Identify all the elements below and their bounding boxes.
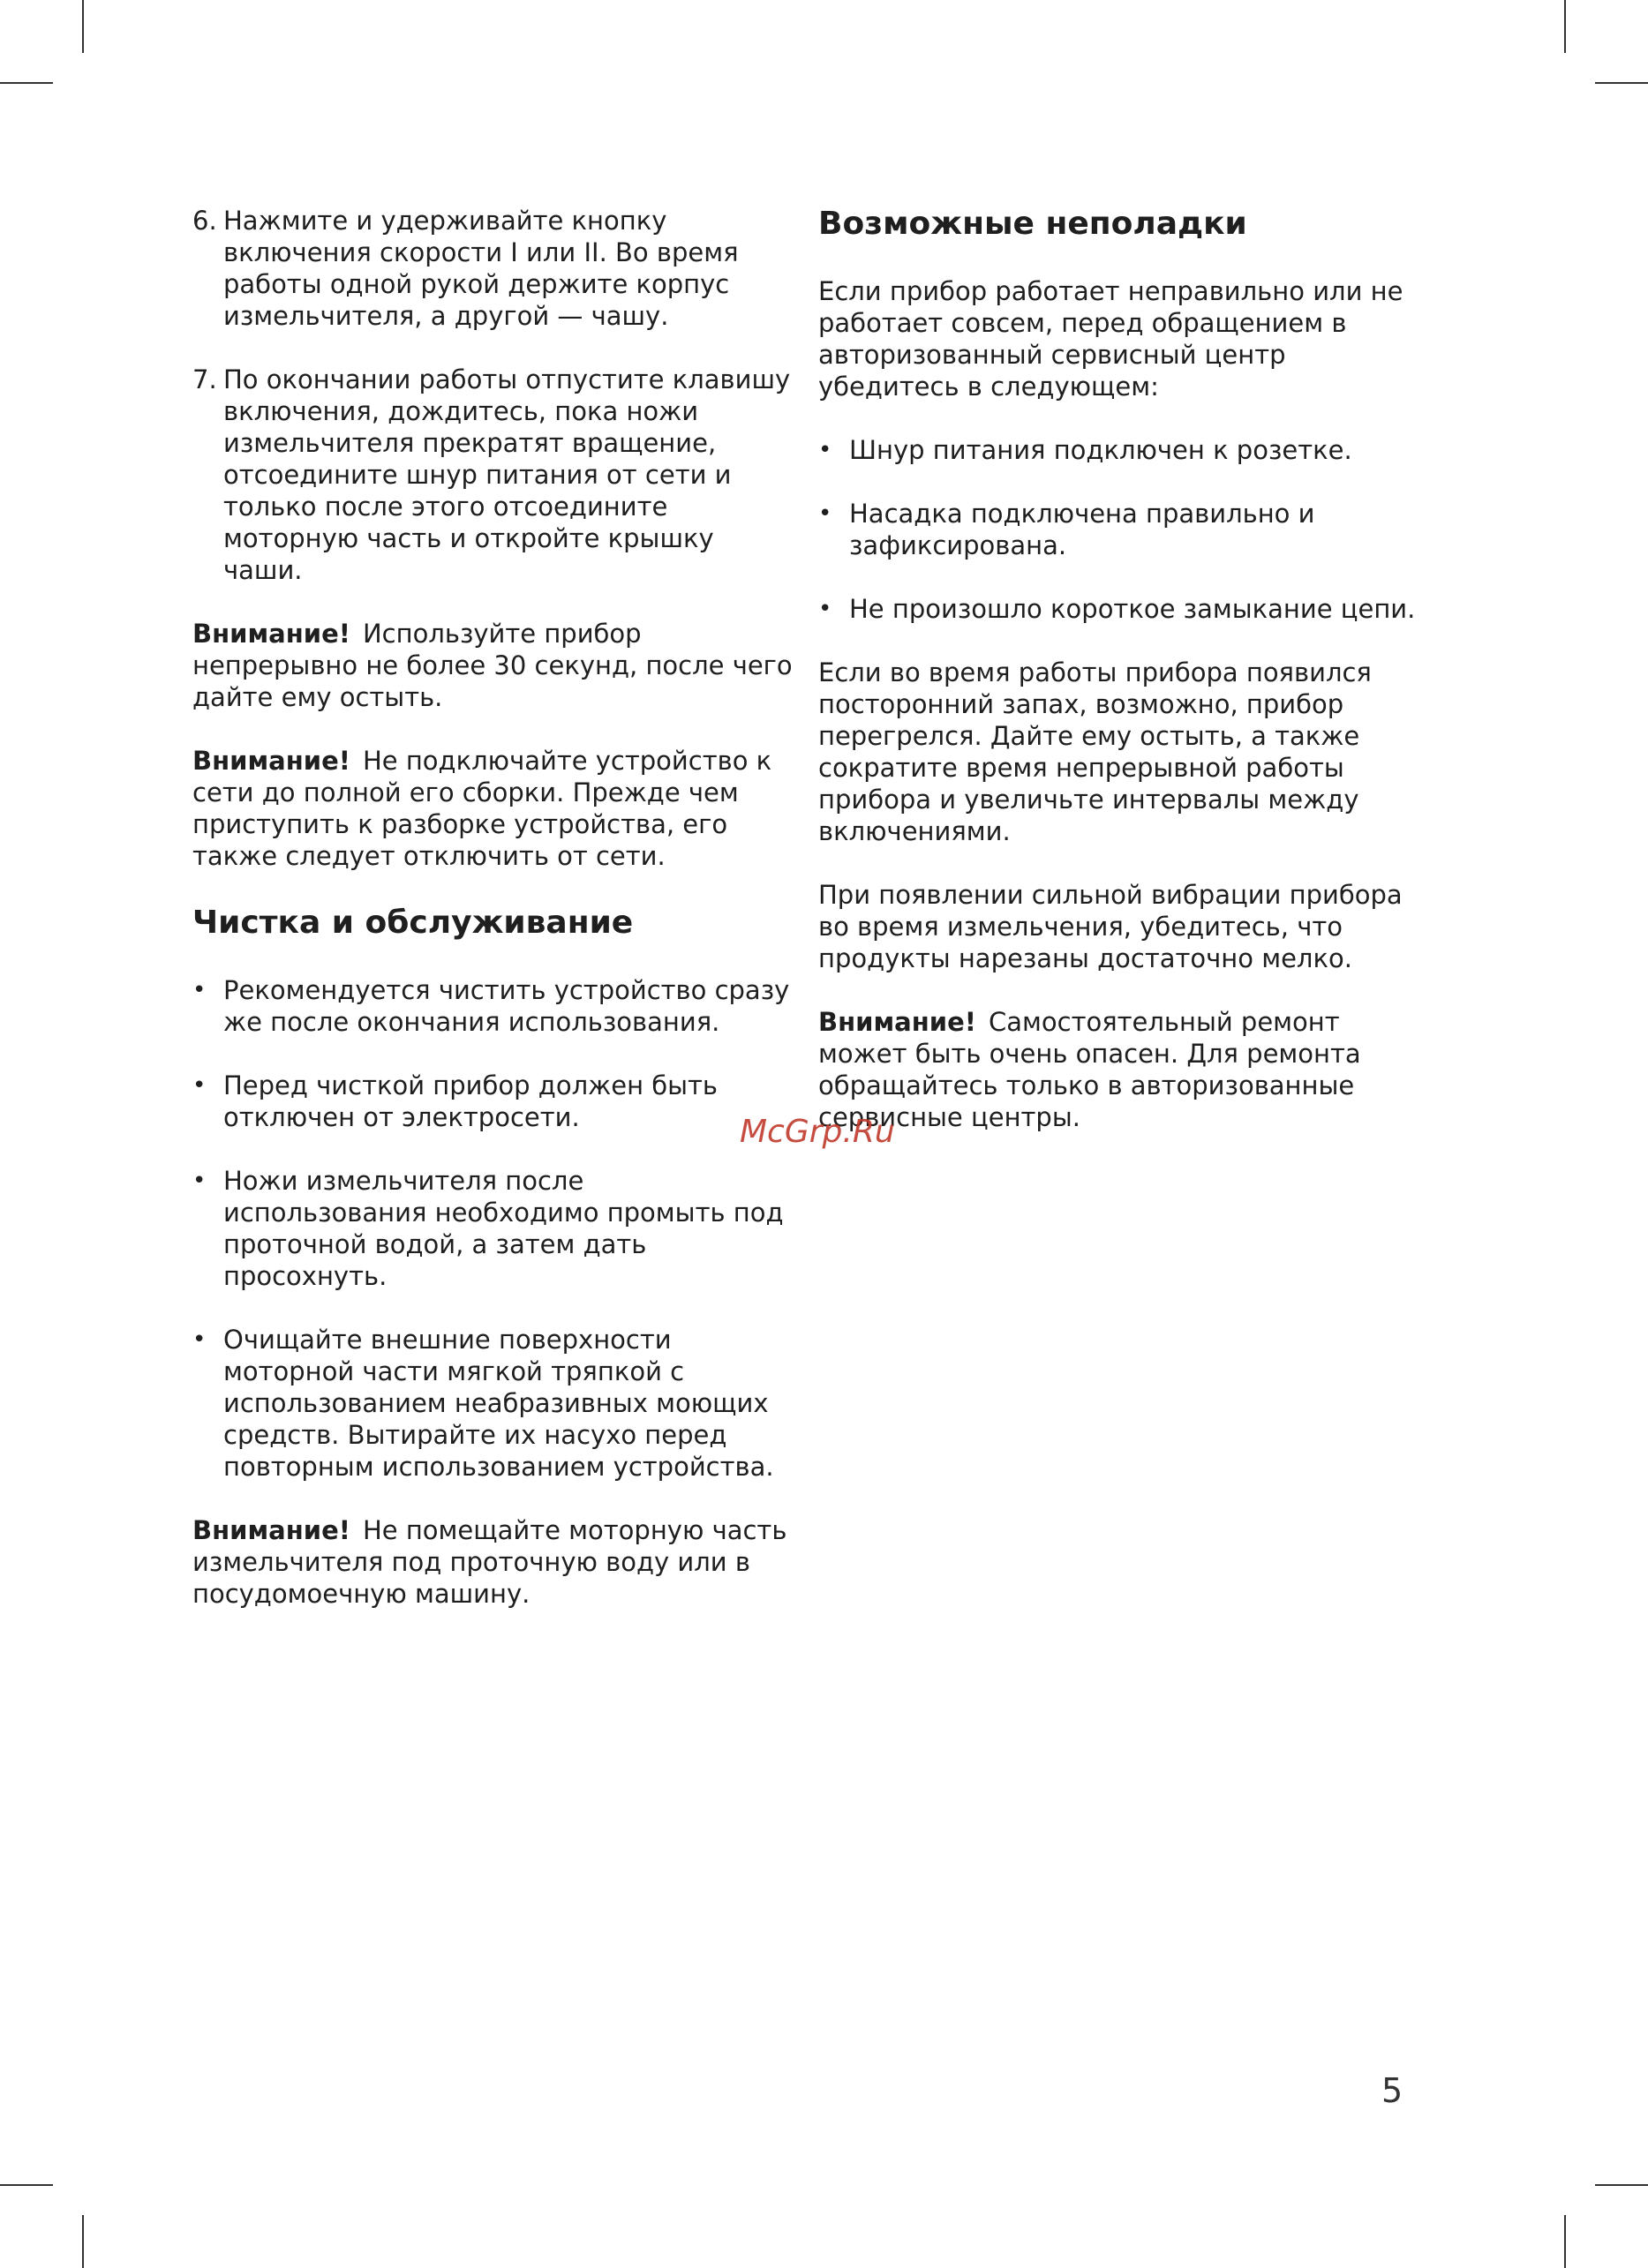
body-paragraph: Если во время работы прибора появился посторонний запах, возможно, прибор перегрелся. Дайте ему остыть, а также сократите время непрерывной работы прибора и увеличьте интервалы между включениями. bbox=[818, 657, 1372, 846]
warning-paragraph bbox=[192, 745, 793, 872]
list-item bbox=[192, 974, 793, 1038]
list-item bbox=[192, 1165, 793, 1292]
bullet-icon: • bbox=[192, 1072, 207, 1099]
step-text: По окончании работы отпустите клавишу включения, дождитесь, пока ножи измельчителя прекратят вращение, отсоедините шнур питания от сети и только после этого отсоедините моторную часть и откройте крышку чаши. bbox=[223, 364, 791, 585]
right-column bbox=[818, 205, 1418, 1165]
section-title-troubleshooting: Возможные неполадки bbox=[818, 206, 1247, 242]
list-item-text: Не произошло короткое замыкание цепи. bbox=[849, 594, 1416, 624]
list-item-text: Ножи измельчителя после использования необходимо промыть под проточной водой, а затем дать просохнуть. bbox=[223, 1166, 784, 1291]
warning-label: Внимание! bbox=[192, 619, 350, 649]
crop-mark bbox=[0, 2184, 53, 2186]
bullet-icon: • bbox=[818, 437, 832, 463]
warning-paragraph bbox=[818, 1006, 1418, 1133]
bullet-icon: • bbox=[192, 1326, 207, 1353]
warning-label: Внимание! bbox=[192, 1515, 350, 1545]
watermark: McGrp.Ru bbox=[740, 1114, 895, 1150]
warning-text: Не подключайте устройство к сети до полной его сборки. Прежде чем приступить к разборке устройства, его также следует отключить от сети. bbox=[192, 746, 772, 871]
bullet-icon: • bbox=[818, 500, 832, 527]
list-item-text: Насадка подключена правильно и зафиксирована. bbox=[849, 499, 1315, 560]
step-number: 7. bbox=[192, 364, 217, 394]
list-item-text: Перед чисткой прибор должен быть отключен от электросети. bbox=[223, 1070, 719, 1132]
left-column bbox=[192, 205, 793, 1641]
crop-mark bbox=[82, 0, 84, 53]
step-number: 6. bbox=[192, 206, 217, 236]
warning-text: Самостоятельный ремонт может быть очень опасен. Для ремонта обращайтесь только в авторизованные сервисные центры. bbox=[818, 1007, 1361, 1132]
warning-paragraph bbox=[192, 1514, 793, 1610]
crop-mark bbox=[1595, 82, 1648, 84]
step-item bbox=[192, 364, 793, 586]
bullet-icon: • bbox=[192, 1168, 207, 1194]
list-item bbox=[192, 1324, 793, 1483]
list-item bbox=[818, 434, 1418, 466]
warning-text: Не помещайте моторную часть измельчителя под проточную воду или в посудомоечную машину. bbox=[192, 1515, 787, 1609]
bullet-icon: • bbox=[818, 596, 832, 622]
intro-paragraph: Если прибор работает неправильно или не работает совсем, перед обращением в авторизованный сервисный центр убедитесь в следующем: bbox=[818, 276, 1403, 402]
list-item-text: Шнур питания подключен к розетке. bbox=[849, 435, 1352, 465]
crop-mark bbox=[0, 82, 53, 84]
list-item bbox=[192, 1070, 793, 1133]
step-text: Нажмите и удерживайте кнопку включения скорости I или II. Во время работы одной рукой держите корпус измельчителя, а другой — чашу. bbox=[223, 206, 739, 331]
crop-mark bbox=[82, 2215, 84, 2268]
list-item bbox=[818, 593, 1418, 625]
list-item bbox=[818, 498, 1418, 561]
crop-mark bbox=[1564, 0, 1566, 53]
step-item bbox=[192, 205, 793, 332]
warning-label: Внимание! bbox=[192, 746, 350, 776]
warning-text: Используйте прибор непрерывно не более 30 секунд, после чего дайте ему остыть. bbox=[192, 619, 793, 712]
warning-paragraph bbox=[192, 618, 793, 713]
page-number: 5 bbox=[1381, 2071, 1403, 2110]
bullet-icon: • bbox=[192, 977, 207, 1003]
crop-mark bbox=[1595, 2184, 1648, 2186]
section-title-cleaning: Чистка и обслуживание bbox=[192, 905, 634, 941]
list-item-text: Очищайте внешние поверхности моторной части мягкой тряпкой с использованием неабразивных моющих средств. Вытирайте их насухо перед повторным использованием устройства. bbox=[223, 1325, 774, 1482]
list-item-text: Рекомендуется чистить устройство сразу же после окончания использования. bbox=[223, 975, 790, 1037]
crop-mark bbox=[1564, 2215, 1566, 2268]
warning-label: Внимание! bbox=[818, 1007, 976, 1037]
body-paragraph: При появлении сильной вибрации прибора во время измельчения, убедитесь, что продукты нарезаны достаточно мелко. bbox=[818, 880, 1403, 973]
